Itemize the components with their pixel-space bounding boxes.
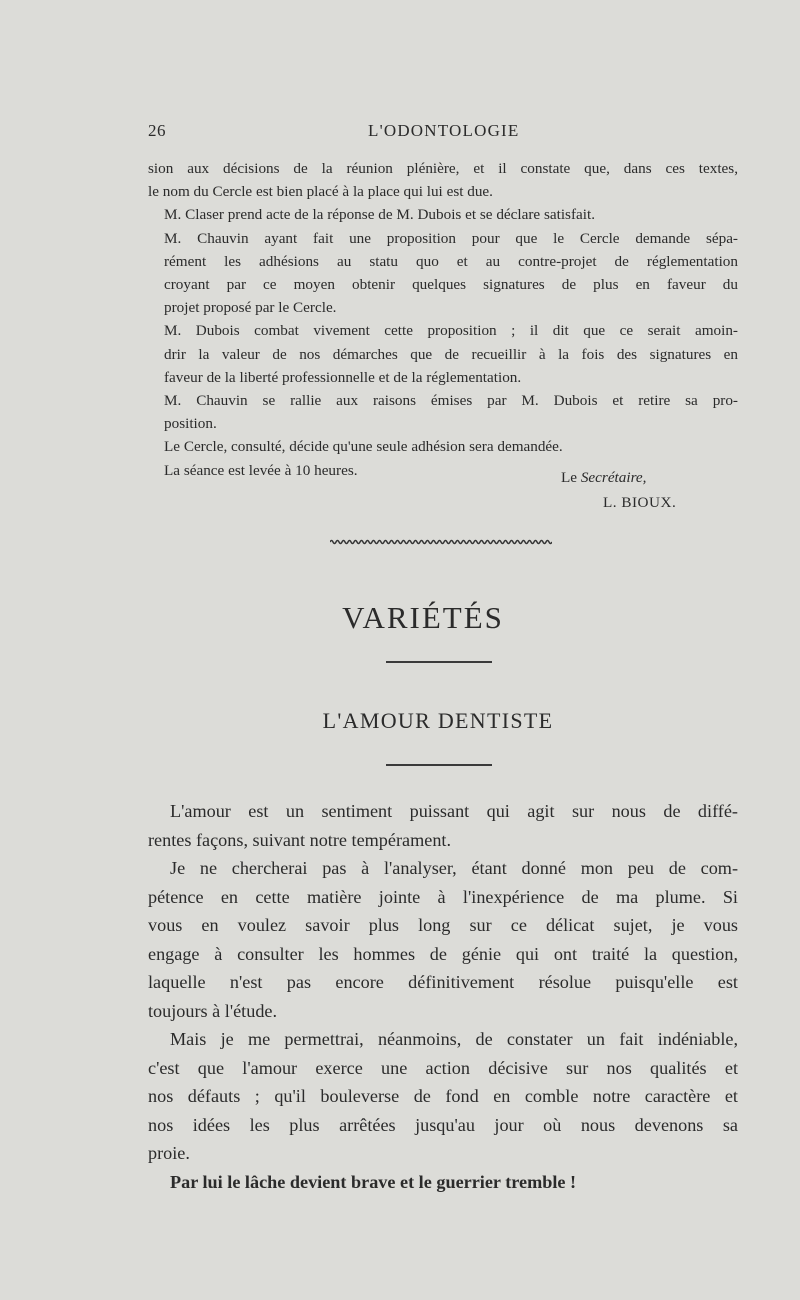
text-line: faveur de la liberté professionnelle et de la réglementation. [164, 368, 522, 386]
text-line: rentes façons, suivant notre tempérament. [148, 829, 452, 850]
minutes-paragraph [148, 389, 738, 435]
text-line: le nom du Cercle est bien placé à la place qui lui est due. [148, 183, 493, 201]
text-line: vous en voulez savoir plus long sur ce délicat sujet, je vous [148, 915, 738, 935]
title-rule-upper [386, 661, 492, 663]
text-line: L'amour est un sentiment puissant qui agit sur nous de diffé- [170, 801, 738, 821]
text-line: projet proposé par le Cercle. [164, 299, 337, 317]
text-line: engage à consulter les hommes de génie qui ont traité la question, [148, 943, 738, 964]
text-line: Mais je me permettrai, néanmoins, de constater un fait indéniable, [170, 1029, 738, 1049]
text-line: Le Cercle, consulté, décide qu'une seule adhésion sera demandée. [164, 438, 563, 456]
text-line: La séance est levée à 10 heures. [164, 461, 358, 479]
page-number: 26 [148, 121, 166, 140]
text-line: nos idées les plus arrêtées jusqu'au jour où nous devenons sa [148, 1114, 738, 1135]
minutes-paragraph [148, 319, 738, 389]
minutes-paragraph [148, 435, 738, 458]
minutes-paragraph [148, 459, 738, 482]
text-line: rément les adhésions au statu quo et au contre-projet de réglementation [164, 252, 738, 270]
text-line: sion aux décisions de la réunion plénière, et il constate que, dans ces textes, [148, 160, 738, 177]
meeting-minutes [148, 157, 738, 482]
article-paragraph [148, 1168, 738, 1197]
text-line: laquelle n'est pas encore définitivement résolue puisqu'elle est [148, 972, 738, 992]
article-paragraph [148, 797, 738, 854]
minutes-paragraph [148, 157, 738, 203]
article-paragraph [148, 854, 738, 1025]
journal-title: L'ODONTOLOGIE [368, 121, 520, 140]
text-line: M. Claser prend acte de la réponse de M. Dubois et se déclare satisfait. [164, 206, 596, 224]
text-line: position. [164, 415, 217, 433]
minutes-paragraph [148, 227, 738, 320]
section-title: VARIÉTÉS [342, 600, 504, 635]
text-line: drir la valeur de nos démarches que de recueillir à la fois des signatures en [164, 345, 738, 363]
text-line: c'est que l'amour exerce une action décisive sur nos qualités et [148, 1057, 738, 1078]
running-head [148, 121, 738, 143]
article-title: L'AMOUR DENTISTE [322, 708, 554, 733]
text-line: Par lui le lâche devient brave et le guerrier tremble ! [170, 1171, 577, 1192]
signature-role-title: Secrétaire, [580, 469, 647, 486]
text-line: M. Dubois combat vivement cette proposition ; il dit que ce serait amoin- [164, 322, 738, 340]
text-line: toujours à l'étude. [148, 1000, 278, 1021]
signature-role [561, 466, 646, 490]
text-line: croyant par ce moyen obtenir quelques signatures de plus en faveur du [164, 276, 738, 294]
text-line: nos défauts ; qu'il bouleverse de fond en comble notre caractère et [148, 1086, 738, 1106]
text-line: pétence en cette matière jointe à l'inexpérience de ma plume. Si [148, 886, 738, 907]
signature-name: L. BIOUX. [603, 494, 677, 511]
title-rule-lower [386, 764, 492, 766]
text-line: M. Chauvin se rallie aux raisons émises par M. Dubois et retire sa pro- [164, 392, 738, 410]
text-line: proie. [148, 1143, 190, 1163]
article-body [148, 797, 738, 1196]
minutes-paragraph [148, 203, 738, 226]
wavy-separator [330, 538, 552, 546]
article-paragraph [148, 1025, 738, 1168]
signature-role-prefix: Le [561, 469, 578, 486]
text-line: M. Chauvin ayant fait une proposition pour que le Cercle demande sépa- [164, 229, 738, 247]
text-line: Je ne chercherai pas à l'analyser, étant donné mon peu de com- [170, 858, 738, 878]
